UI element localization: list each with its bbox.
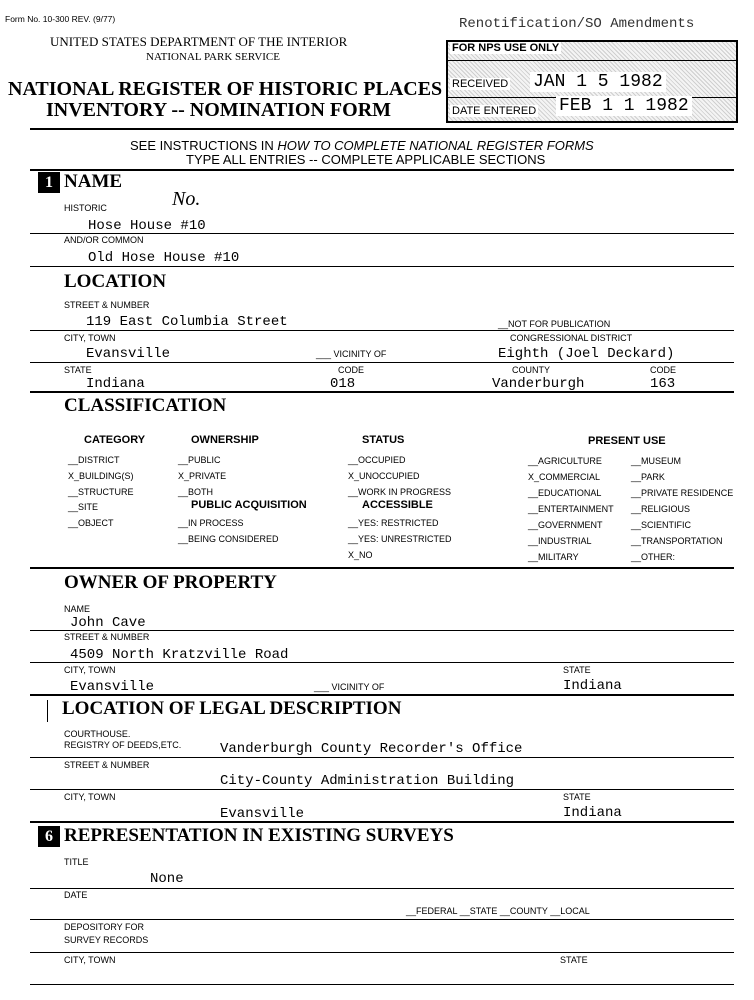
renotification-stamp: Renotification/SO Amendments bbox=[459, 16, 695, 32]
owner-state-label: STATE bbox=[563, 665, 591, 675]
legal-street-label: STREET & NUMBER bbox=[64, 760, 150, 770]
accessible-option: X_NO bbox=[348, 549, 373, 560]
section-title-classification: CLASSIFICATION bbox=[64, 395, 227, 416]
status-list bbox=[348, 453, 451, 500]
handwritten-annotation: No. bbox=[172, 188, 201, 210]
ownership-option: __BOTH bbox=[178, 486, 214, 497]
accessible-option: __YES: RESTRICTED bbox=[348, 518, 439, 528]
common-name-label: AND/OR COMMON bbox=[64, 235, 144, 245]
present-use-option: __SCIENTIFIC bbox=[631, 520, 692, 530]
ownership-list bbox=[178, 453, 226, 500]
county-code-label: CODE bbox=[650, 365, 677, 375]
county-code-value: 163 bbox=[650, 376, 676, 392]
date-entered-label: DATE ENTERED bbox=[452, 105, 537, 117]
present-use-option: __PARK bbox=[631, 472, 665, 482]
present-use-list-1 bbox=[528, 453, 614, 565]
legal-street-value: City-County Administration Building bbox=[220, 773, 515, 789]
present-use-option: __MILITARY bbox=[528, 552, 579, 562]
state-code-value: 018 bbox=[330, 376, 356, 392]
section-title-name: NAME bbox=[64, 171, 123, 192]
survey-state-label: STATE bbox=[560, 955, 588, 965]
present-use-option: __OTHER: bbox=[631, 552, 676, 562]
present-use-header: PRESENT USE bbox=[588, 435, 666, 447]
owner-vicinity: ___ VICINITY OF bbox=[314, 682, 385, 692]
location-vicinity: ___ VICINITY OF bbox=[316, 349, 387, 359]
county-value: Vanderburgh bbox=[492, 376, 585, 392]
ownership-header: OWNERSHIP bbox=[191, 434, 259, 446]
present-use-option: __TRANSPORTATION bbox=[631, 536, 723, 546]
received-date-stamp: JAN 1 5 1982 bbox=[530, 72, 666, 92]
legal-city-label: CITY, TOWN bbox=[64, 792, 116, 802]
acquisition-option: __BEING CONSIDERED bbox=[178, 533, 279, 544]
acquisition-option: __IN PROCESS bbox=[178, 518, 244, 528]
service-name: NATIONAL PARK SERVICE bbox=[146, 51, 280, 63]
courthouse-value: Vanderburgh County Recorder's Office bbox=[220, 741, 523, 757]
form-title-line2: INVENTORY -- NOMINATION FORM bbox=[46, 99, 392, 121]
accessible-list bbox=[348, 516, 452, 563]
accessible-header: ACCESSIBLE bbox=[362, 499, 433, 511]
present-use-option: __MUSEUM bbox=[631, 456, 682, 466]
instructions-line1: SEE INSTRUCTIONS IN HOW TO COMPLETE NATIONAL REGISTER FORMS bbox=[130, 138, 594, 153]
form-title-line1: NATIONAL REGISTER OF HISTORIC PLACES bbox=[8, 78, 443, 100]
date-entered-stamp: FEB 1 1 1982 bbox=[556, 96, 692, 116]
present-use-option: __PRIVATE RESIDENCE bbox=[631, 488, 734, 498]
category-header: CATEGORY bbox=[84, 434, 146, 446]
owner-street-label: STREET & NUMBER bbox=[64, 632, 150, 642]
state-code-label: CODE bbox=[338, 365, 365, 375]
present-use-option: __INDUSTRIAL bbox=[528, 536, 592, 546]
section-title-location: LOCATION bbox=[64, 271, 167, 292]
present-use-option: __AGRICULTURE bbox=[528, 456, 602, 466]
congressional-district-value: Eighth (Joel Deckard) bbox=[498, 346, 675, 362]
category-option: X_BUILDING(S) bbox=[68, 470, 134, 481]
owner-city-label: CITY, TOWN bbox=[64, 665, 116, 675]
form-number: Form No. 10-300 REV. (9/77) bbox=[5, 14, 116, 24]
category-list bbox=[68, 453, 134, 532]
survey-date-label: DATE bbox=[64, 890, 88, 900]
location-state-value: Indiana bbox=[86, 376, 145, 392]
survey-city-label: CITY, TOWN bbox=[64, 955, 116, 965]
category-option: __DISTRICT bbox=[68, 455, 120, 465]
present-use-option: __GOVERNMENT bbox=[528, 520, 603, 530]
survey-title-value: None bbox=[150, 871, 184, 887]
present-use-option: __EDUCATIONAL bbox=[528, 488, 602, 498]
ownership-option: X_PRIVATE bbox=[178, 470, 227, 481]
county-label: COUNTY bbox=[512, 365, 550, 375]
public-acquisition-header: PUBLIC ACQUISITION bbox=[191, 499, 307, 511]
historic-name-value: Hose House #10 bbox=[88, 218, 206, 234]
legal-city-value: Evansville bbox=[220, 806, 305, 822]
received-label: RECEIVED bbox=[452, 78, 509, 90]
category-option: __STRUCTURE bbox=[68, 486, 134, 497]
present-use-option: X_COMMERCIAL bbox=[528, 472, 601, 482]
depository-label-line2: SURVEY RECORDS bbox=[64, 935, 149, 945]
accessible-option: __YES: UNRESTRICTED bbox=[348, 533, 452, 544]
legal-state-value: Indiana bbox=[563, 805, 622, 821]
status-option: X_UNOCCUPIED bbox=[348, 470, 420, 481]
survey-levels: __FEDERAL __STATE __COUNTY __LOCAL bbox=[406, 906, 590, 916]
department-name: UNITED STATES DEPARTMENT OF THE INTERIOR bbox=[50, 34, 348, 49]
section-title-owner: OWNER OF PROPERTY bbox=[64, 572, 277, 593]
ownership-option: __PUBLIC bbox=[178, 455, 221, 465]
section-title-legal: LOCATION OF LEGAL DESCRIPTION bbox=[62, 698, 402, 719]
owner-state-value: Indiana bbox=[563, 678, 622, 694]
present-use-option: __ENTERTAINMENT bbox=[528, 504, 614, 514]
legal-state-label: STATE bbox=[563, 792, 591, 802]
location-street-label: STREET & NUMBER bbox=[64, 300, 150, 310]
nps-use-box bbox=[446, 40, 738, 123]
instructions-line2: TYPE ALL ENTRIES -- COMPLETE APPLICABLE SECTIONS bbox=[186, 152, 546, 167]
not-for-publication: __NOT FOR PUBLICATION bbox=[498, 319, 611, 329]
common-name-value: Old Hose House #10 bbox=[88, 250, 240, 266]
present-use-option: __RELIGIOUS bbox=[631, 504, 691, 514]
survey-title-label: TITLE bbox=[64, 857, 89, 867]
location-city-label: CITY, TOWN bbox=[64, 333, 116, 343]
owner-city-value: Evansville bbox=[70, 679, 155, 695]
present-use-list-2 bbox=[631, 453, 733, 565]
congressional-district-label: CONGRESSIONAL DISTRICT bbox=[510, 333, 633, 343]
category-option: __OBJECT bbox=[68, 518, 114, 529]
section-number-1: 1 bbox=[38, 172, 60, 193]
historic-label: HISTORIC bbox=[64, 203, 107, 213]
owner-name-value: John Cave bbox=[70, 615, 146, 631]
section-title-surveys: REPRESENTATION IN EXISTING SURVEYS bbox=[64, 825, 454, 846]
owner-street-value: 4509 North Kratzville Road bbox=[70, 647, 289, 663]
section-number-6: 6 bbox=[38, 826, 60, 847]
status-option: __WORK IN PROGRESS bbox=[348, 486, 452, 497]
status-option: __OCCUPIED bbox=[348, 455, 406, 465]
owner-name-label: NAME bbox=[64, 604, 91, 614]
status-header: STATUS bbox=[362, 434, 405, 446]
category-option: __SITE bbox=[68, 502, 99, 513]
acquisition-list bbox=[178, 516, 279, 548]
registry-label: REGISTRY OF DEEDS,ETC. bbox=[64, 740, 182, 750]
location-street-value: 119 East Columbia Street bbox=[86, 314, 288, 330]
nps-use-label: FOR NPS USE ONLY bbox=[452, 42, 560, 54]
courthouse-label: COURTHOUSE. bbox=[64, 729, 131, 739]
margin-mark bbox=[47, 700, 48, 722]
location-state-label: STATE bbox=[64, 365, 92, 375]
location-city-value: Evansville bbox=[86, 346, 171, 362]
depository-label-line1: DEPOSITORY FOR bbox=[64, 922, 145, 932]
